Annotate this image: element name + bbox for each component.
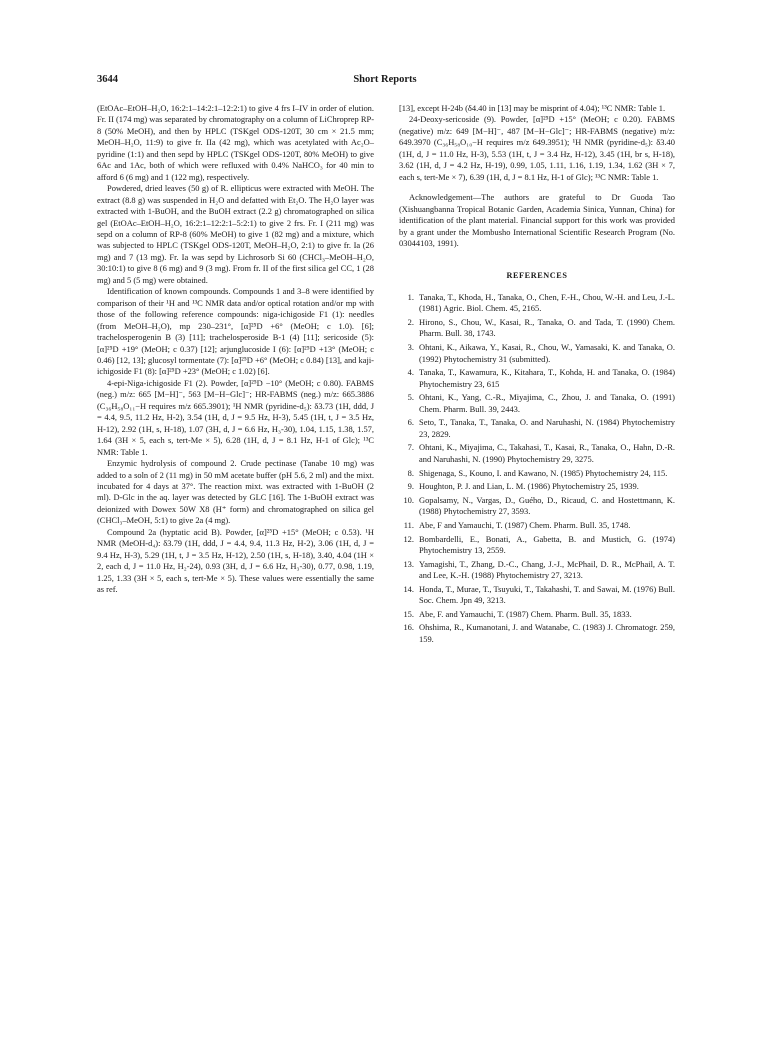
reference-item (399, 609, 675, 620)
reference-item (399, 417, 675, 440)
reference-item (399, 495, 675, 518)
reference-text: Seto, T., Tanaka, T., Tanaka, O. and Naruhashi, N. (1984) Phytochemistry 23, 2829. (419, 417, 675, 439)
reference-number: 9. (407, 481, 414, 492)
reference-text: Ohtani, K., Miyajima, C., Takahasi, T., Kasai, R., Tanaka, O., Hahn, D.-R. and Naruhashi, N. (1990) Phytochemistry 29, 3275. (419, 442, 675, 464)
paragraph-compound-2: 4-epi-Niga-ichigoside F1 (2). Powder, [α]²⁵D −10° (MeOH; c 0.80). FABMS (neg.) m/z: 665 [M−H]⁻, 563 [M−H−Glc]⁻; HR-FABMS (neg.) m/z: 665.3886 (C₃₆H₅₈O₁₁−H requires m/z 665.3901); ¹H NMR (pyridine-d₅): δ3.73 (1H, ddd, J = 4.4, 9.5, 11.2 Hz, H-2), 3.54 (1H, d, J = 9.5 Hz, H-3), 5.45 (1H, t, J = 3.5 Hz, H-12), 2.92 (1H, s, H-18), 1.07 (3H, d, J = 6.6 Hz, H₃-30), 1.04, 1.15, 1.38, 1.57, 1.64 (3H × 5, each s, tert-Me × 5), 6.28 (1H, d, J = 8.1 Hz, H-1 of Glc); ¹³C NMR: Table 1. (97, 377, 374, 457)
reference-item (399, 520, 675, 531)
references-list (399, 292, 675, 646)
reference-item (399, 481, 675, 492)
reference-text: Abe, F and Yamauchi, T. (1987) Chem. Pharm. Bull. 35, 1748. (419, 519, 631, 530)
reference-number: 5. (407, 392, 414, 403)
reference-number: 15. (403, 608, 414, 619)
reference-text: Yamagishi, T., Zhang, D.-C., Chang, J.-J., McPhail, D. R., McPhail, A. T. and Lee, K.-H. (1988) Phytochemistry 27, 3213. (419, 558, 675, 581)
reference-item (399, 534, 675, 557)
paragraph-compound-2a-continued: [13], except H-24b (δ4.40 in [13] may be misprint of 4.04); ¹³C NMR: Table 1. (399, 103, 666, 113)
reference-text: Gopalsamy, N., Vargas, D., Guého, D., Ricaud, C. and Hostettmann, K. (1988) Phytochemistry 27, 3593. (419, 494, 675, 517)
paragraph-enzymic-hydrolysis: Enzymic hydrolysis of compound 2. Crude pectinase (Tanabe 10 mg) was added to a soln of 2 (11 mg) in 50 mM acetate buffer (pH 5.6, 2 ml) and the mixt. incubated for 4 days at 37°. The reaction mixt. was extracted with 1-BuOH (2 ml). D-Glc in the aq. layer was detected by GLC [16]. The 1-BuOH extract was deionized with Dowex 50W X8 (H⁺ form) and chromatographed on silica gel (CHCl₃–MeOH, 5:1) to give 2a (4 mg). (97, 458, 374, 526)
right-column (399, 103, 675, 648)
reference-text: Ohtani, K., Aikawa, Y., Kasai, R., Chou, W., Yamasaki, K. and Tanaka, O. (1992) Phytochemistry 31 (submitted). (419, 342, 675, 364)
reference-item (399, 292, 675, 315)
paragraph-compound-2a: Compound 2a (hyptatic acid B). Powder, [α]²⁵D +15° (MeOH; c 0.53). ¹H NMR (MeOH-d₄): δ3.79 (1H, ddd, J = 4.4, 9.4, 11.3 Hz, H-2), 3.06 (1H, d, J = 9.4 Hz, H-3), 5.29 (1H, t, J = 3.5 Hz, H-12), 2.50 (1H, s, H-18), 3.40, 4.04 (1H × 2, each d, J = 11.0 Hz, H₂-24), 0.93 (3H, d, J = 6.6 Hz, H₃-30), 0.77, 0.98, 1.19, 1.25, 1.33 (3H × 5, each s, tert-Me × 5). These values were essentially the same as ref. (97, 526, 374, 595)
paragraph-isolation-continued: (EtOAc–EtOH–H₂O, 16:2:1–14:2:1–12:2:1) to give 4 frs I–IV in order of elution. Fr. II (174 mg) was separated by chromatography on a column of LiChroprep RP-8 (50% MeOH), and then by HPLC (TSKgel ODS-120T, 30 cm × 21.5 mm; MeOH–H₂O, 11:9) to give fr. IIa (42 mg), which was acetylated with Ac₂O–pyridine (1:1) and then sepd by HPLC (TSKgel ODS-120T, 80% MeOH) to give 6Ac and 1Ac, both of which were refluxed with 0.4% NaHCO₃ for 40 min to afford 6 (6 mg) and 1 (122 mg), respectively. (97, 103, 374, 182)
reference-number: 8. (407, 467, 414, 478)
reference-number: 16. (403, 622, 414, 633)
reference-number: 1. (407, 291, 414, 302)
reference-number: 2. (407, 316, 414, 327)
paragraph-compound-9: 24-Deoxy-sericoside (9). Powder, [α]²⁵D +15° (MeOH; c 0.20). FABMS (negative) m/z: 649 [M−H]⁻, 487 [M−H−Glc]⁻; HR-FABMS (negative) m/z: 649.3970 (C₃₆H₅₈O₁₀−H requires m/z 649.3951); ¹H NMR (pyridine-d₅): δ3.40 (1H, d, J = 11.0 Hz, H-3), 5.53 (1H, t, J = 3.4 Hz, H-12), 3.45 (1H, br s, H-18), 3.62 (1H, d, J = 4.2 Hz, H-19), 0.99, 1.05, 1.11, 1.16, 1.19, 1.34, 1.62 (3H × 7, each s, tert-Me × 7), 6.39 (1H, d, J = 8.1 Hz, H-1 of Glc); ¹³C NMR: Table 1. (399, 114, 675, 182)
reference-text: Tanaka, T., Khoda, H., Tanaka, O., Chen, F.-H., Chou, W.-H. and Leu, J.-L. (1981) Agric. Biol. Chem. 45, 2165. (419, 291, 675, 314)
reference-text: Honda, T., Murae, T., Tsuyuki, T., Takahashi, T. and Sawai, M. (1976) Bull. Soc. Chem. Jpn 49, 3213. (419, 583, 675, 606)
page-header (97, 74, 673, 90)
reference-number: 6. (407, 417, 414, 428)
reference-text: Abe, F. and Yamauchi, T. (1987) Chem. Pharm. Bull. 35, 1833. (419, 608, 632, 619)
reference-text: Bombardelli, E., Bonati, A., Gabetta, B. and Mustich, G. (1974) Phytochemistry 13, 2559. (419, 533, 675, 556)
journal-section-title: Short Reports (353, 74, 417, 85)
references-heading: REFERENCES (506, 271, 568, 281)
page-number: 3644 (97, 74, 118, 85)
reference-item (399, 317, 675, 340)
reference-number: 4. (407, 367, 414, 378)
reference-item (399, 468, 675, 479)
reference-number: 7. (407, 442, 414, 453)
reference-number: 12. (403, 533, 414, 544)
reference-item (399, 584, 675, 607)
paragraph-known-compounds: Identification of known compounds. Compounds 1 and 3–8 were identified by comparison of their ¹H and ¹³C NMR data and/or optical rotation and/or mp with those of the following reference compounds: niga-ichigoside F1 (1): needles (from MeOH–H₂O), mp 230–231°, [α]²⁵D +6° (MeOH; c 1.0). [6]; trachelosperogenin B (3) [11]; trachelosperoside B-1 (4) [11]; sericoside (5): [α]²⁵D +19° (MeOH; c 0.37) [12]; arjunglucoside I (6): [α]²⁵D +13° (MeOH; c 0.46) [12, 13]; glucosyl tormentate (7): [α]²⁵D +6° (MeOH; c 0.84) [13], and kaji-ichigoside F1 (8): [α]²⁵D +23° (MeOH; c 1.02) [6]. (97, 286, 374, 377)
reference-text: Houghton, P. J. and Lian, L. M. (1986) Phytochemistry 25, 1939. (419, 481, 639, 492)
reference-item (399, 342, 675, 365)
paragraph-acknowledgement: Acknowledgement—The authors are grateful to Dr Guoda Tao (Xishuangbanna Tropical Botanic Garden, Academia Sinica, Yunnan, China) for identification of the plant material. Financial support for this work was provided by a grant under the Mombusho International Scientific Research Program (No. 03044103, 1991). (399, 192, 675, 248)
reference-item (399, 442, 675, 465)
reference-text: Shigenaga, S., Kouno, I. and Kawano, N. (1985) Phytochemistry 24, 115. (419, 467, 668, 478)
paragraph-leaf-extraction: Powdered, dried leaves (50 g) of R. ellipticus were extracted with MeOH. The extract (8.8 g) was suspended in H₂O and defatted with Et₂O. The H₂O layer was extracted with 1-BuOH, and the BuOH extract (2.2 g) chromatographed on silica gel (EtOAc–EtOH–H₂O, 16:2:1–12:2:1–5:2:1) to give 2 frs. Fr. I (211 mg) was sepd on a column of RP-8 (60% MeOH) to give 1 (82 mg) and a mixture, which was subjected to HPLC (TSKgel ODS-120T, MeOH–H₂O, 2:1) to give fr. Ia (26 mg) and 7 (13 mg). Fr. Ia was sepd by Lichrosorb Si 60 (CHCl₃–MeOH–H₂O, 30:10:1) to give 8 (6 mg) and 9 (3 mg). From fr. II of the first silica gel CC, 1 (28 mg) and 5 (5 mg) were obtained. (97, 183, 374, 285)
reference-number: 14. (403, 583, 414, 594)
reference-text: Tanaka, T., Kawamura, K., Kitahara, T., Kohda, H. and Tanaka, O. (1984) Phytochemistry 23, 615 (419, 367, 675, 389)
left-column (97, 103, 374, 595)
reference-item (399, 367, 675, 390)
reference-item (399, 392, 675, 415)
reference-text: Ohtani, K., Yang, C.-R., Miyajima, C., Zhou, J. and Tanaka, O. (1991) Chem. Pharm. Bull. 39, 2443. (419, 392, 675, 414)
reference-item (399, 622, 675, 645)
reference-number: 13. (403, 558, 414, 569)
reference-number: 11. (403, 519, 414, 530)
reference-text: Hirono, S., Chou, W., Kasai, R., Tanaka, O. and Tada, T. (1990) Chem. Pharm. Bull. 38, 1743. (419, 316, 675, 339)
reference-text: Ohshima, R., Kumanotani, J. and Watanabe, C. (1983) J. Chromatogr. 259, 159. (419, 622, 675, 644)
reference-item (399, 559, 675, 582)
reference-number: 10. (403, 494, 414, 505)
reference-number: 3. (407, 342, 414, 353)
